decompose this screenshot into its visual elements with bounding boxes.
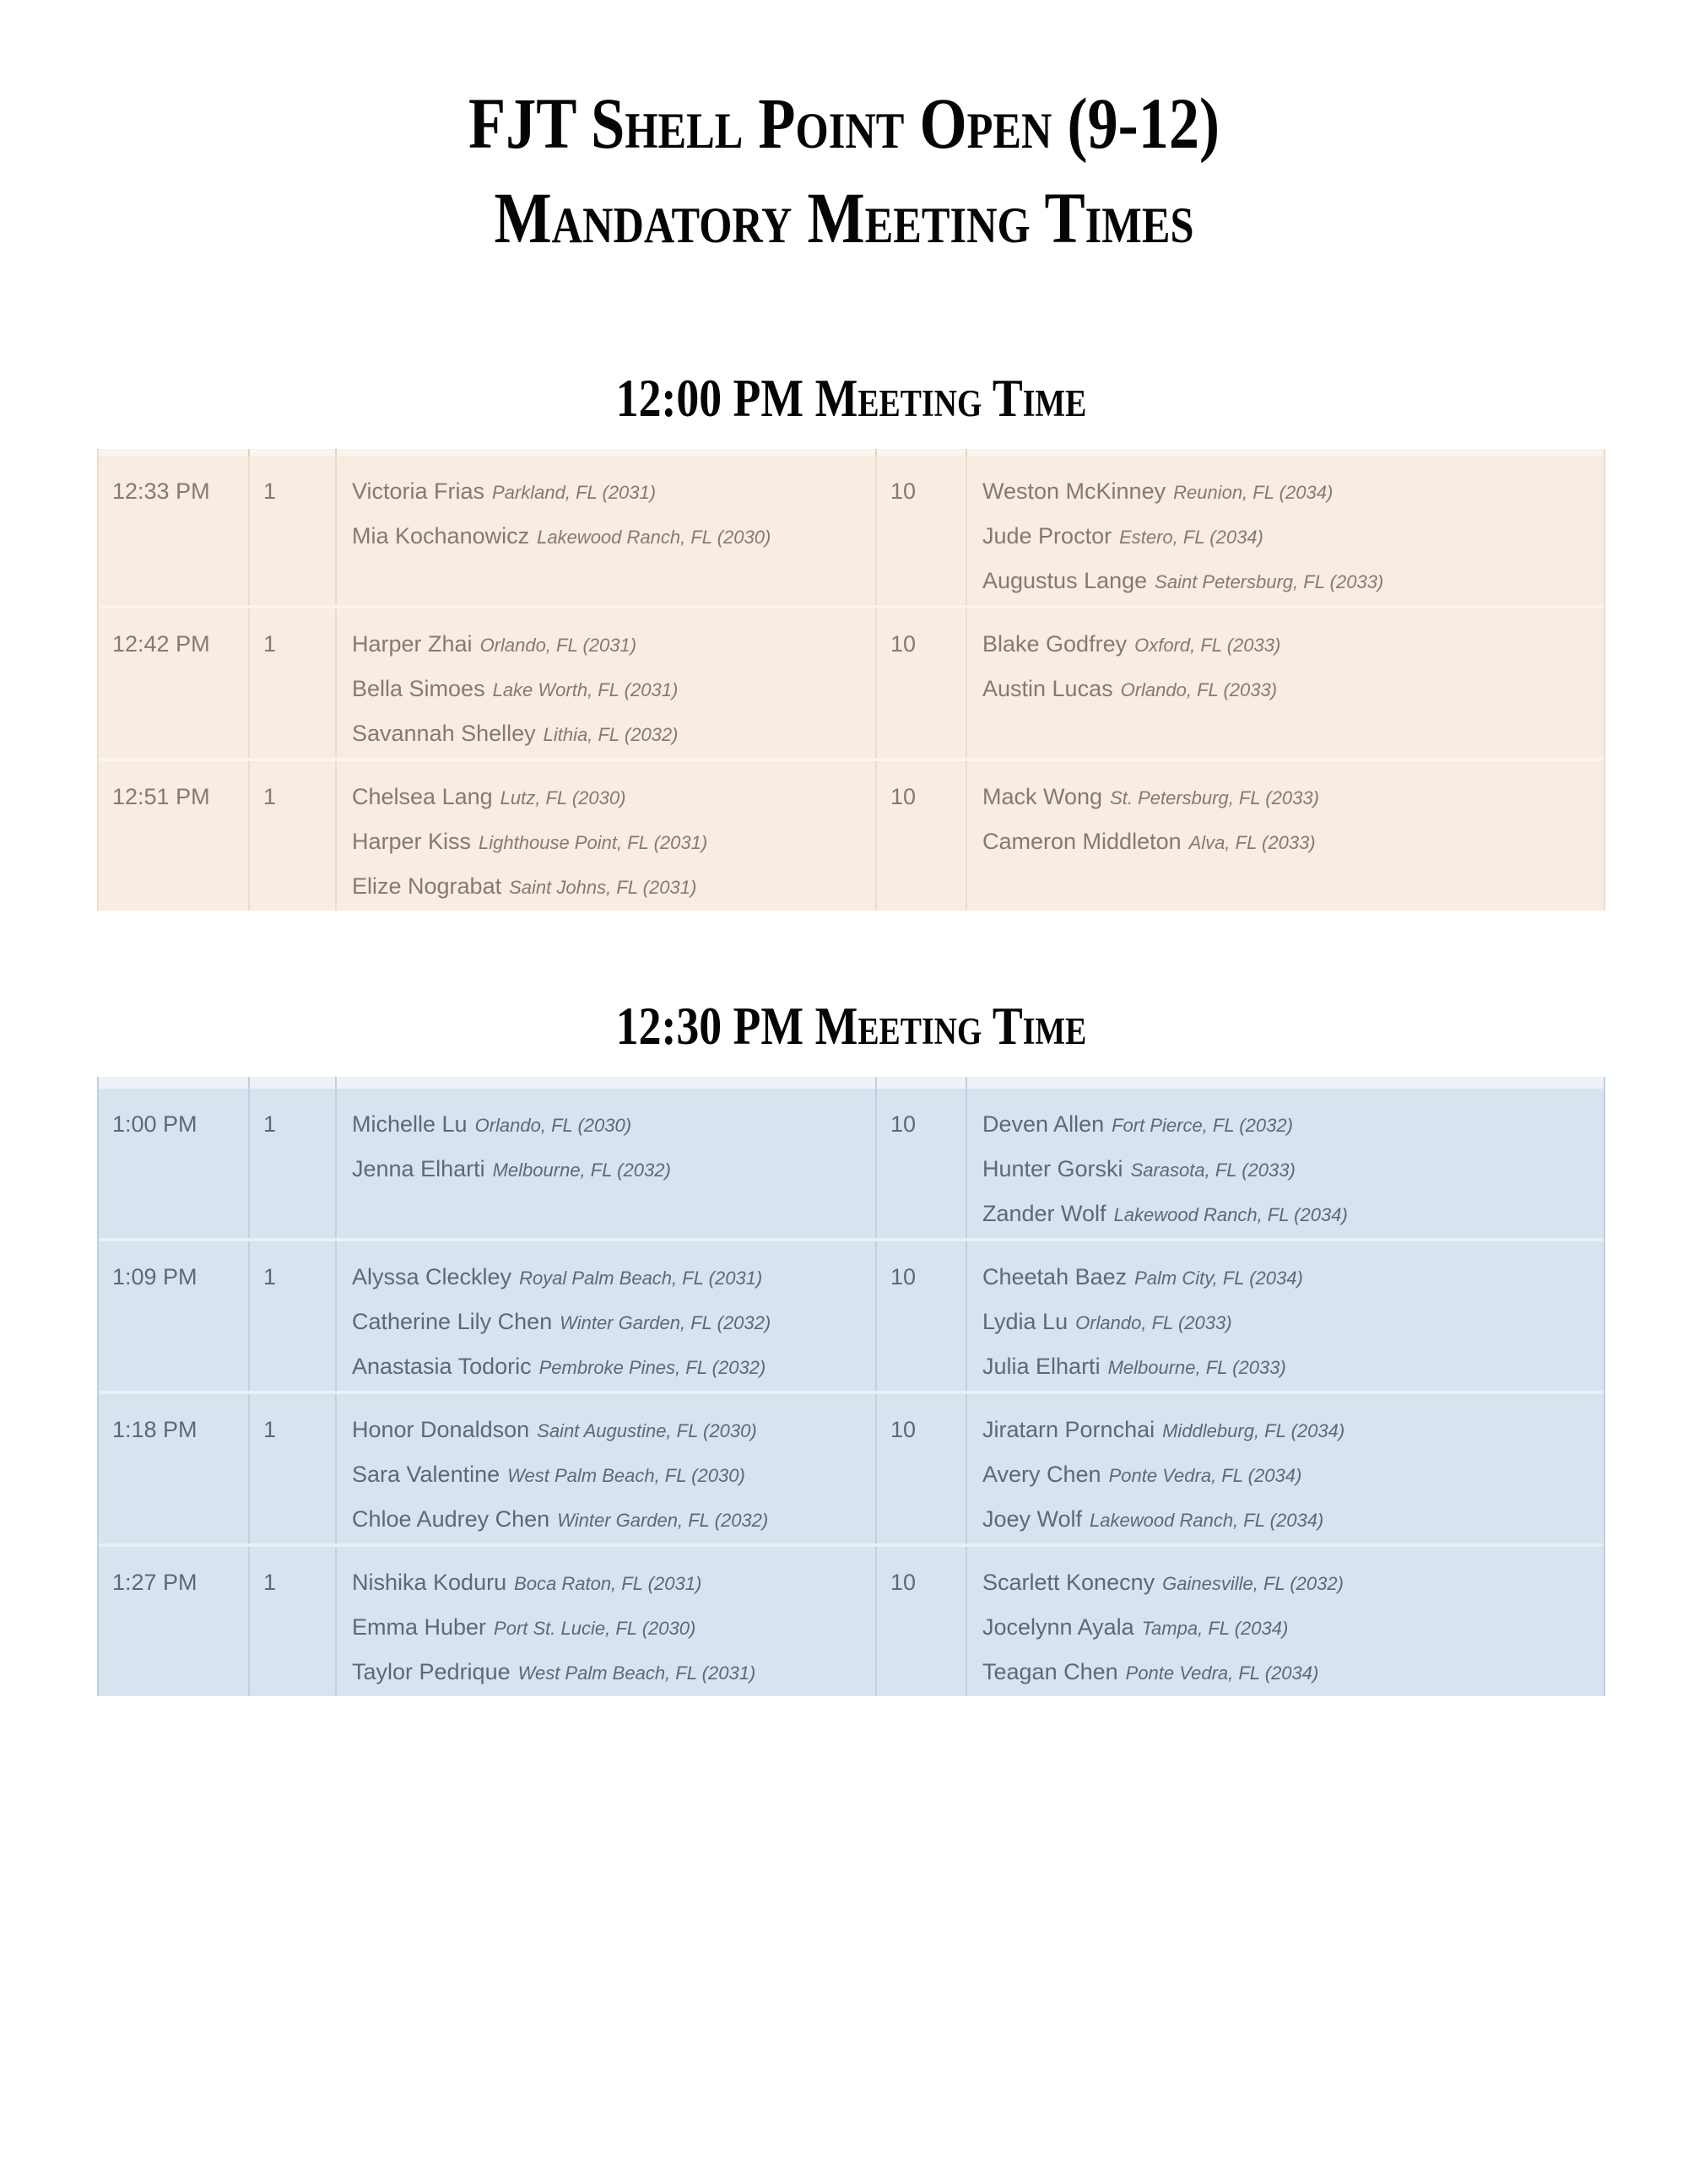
tee-number-cell-back: 10 [877,1089,967,1238]
player-name: Hunter Gorski [982,1156,1123,1181]
player-name: Taylor Pedrique [352,1659,511,1684]
player-hometown: Pembroke Pines, FL (2032) [538,1357,766,1378]
table-header-strip [99,449,1604,456]
tee-number-cell-back: 10 [877,1394,967,1543]
player-name: Weston McKinney [982,478,1166,504]
table-row [99,1543,1604,1696]
player-entry [982,560,1599,605]
tee-number-cell-front: 1 [250,1089,337,1238]
player-hometown: Middleburg, FL (2034) [1162,1420,1345,1441]
player-hometown: Port St. Lucie, FL (2030) [494,1618,696,1639]
player-hometown: Saint Augustine, FL (2030) [537,1420,757,1441]
player-name: Jude Proctor [982,523,1112,549]
player-entry [352,776,870,821]
player-hometown: West Palm Beach, FL (2030) [507,1465,745,1486]
player-hometown: Sarasota, FL (2033) [1130,1160,1296,1181]
player-hometown: Saint Petersburg, FL (2033) [1155,571,1384,592]
player-hometown: Gainesville, FL (2032) [1162,1573,1344,1594]
player-name: Catherine Lily Chen [352,1309,553,1334]
title-line-2: Mandatory Meeting Times [494,177,1194,258]
header-strip-cell [967,1077,1604,1089]
tee-number-cell-back: 10 [877,608,967,758]
meeting-time-cell: 1:00 PM [99,1089,250,1238]
title-line-1: FJT Shell Point Open (9-12) [468,83,1220,164]
player-name: Cameron Middleton [982,829,1182,854]
player-name: Jocelynn Ayala [982,1614,1134,1640]
player-name: Austin Lucas [982,676,1113,701]
player-name: Sara Valentine [352,1462,500,1487]
player-entry [352,1562,870,1607]
players-cell-back-nine [967,761,1604,911]
meeting-time-cell: 1:09 PM [99,1241,250,1391]
player-entry [982,1499,1599,1543]
player-hometown: St. Petersburg, FL (2033) [1110,787,1319,808]
table-row [99,1391,1604,1543]
player-entry [982,1607,1599,1652]
player-name: Julia Elharti [982,1354,1101,1379]
players-cell-back-nine [967,1241,1604,1391]
player-entry [352,1409,870,1454]
header-strip-cell [250,449,337,456]
tee-number-cell-front: 1 [250,456,337,605]
player-hometown: Reunion, FL (2034) [1173,482,1334,503]
tee-number-cell-back: 10 [877,1241,967,1391]
player-entry [982,471,1599,516]
players-cell-front-nine [337,1241,877,1391]
player-name: Mia Kochanowicz [352,523,530,549]
section-heading: 12:00 PM Meeting Time [615,368,1087,428]
tee-number-cell-front: 1 [250,761,337,911]
header-strip-cell [250,1077,337,1089]
player-name: Bella Simoes [352,676,485,701]
player-hometown: Lake Worth, FL (2031) [492,679,679,700]
player-name: Michelle Lu [352,1111,468,1137]
player-hometown: Fort Pierce, FL (2032) [1112,1115,1293,1136]
player-name: Chloe Audrey Chen [352,1506,550,1532]
player-hometown: Lakewood Ranch, FL (2030) [537,527,771,548]
player-entry [982,1149,1599,1193]
player-entry [982,1454,1599,1499]
header-strip-cell [99,449,250,456]
tee-number-cell-front: 1 [250,1547,337,1696]
player-hometown: Orlando, FL (2031) [479,635,637,656]
players-cell-back-nine [967,1547,1604,1696]
meeting-section [97,368,1605,911]
players-cell-front-nine [337,1394,877,1543]
player-hometown: Lakewood Ranch, FL (2034) [1090,1510,1324,1531]
player-entry [982,1257,1599,1301]
players-cell-back-nine [967,1394,1604,1543]
player-name: Jiratarn Pornchai [982,1417,1155,1442]
player-hometown: Palm City, FL (2034) [1134,1268,1303,1289]
table-header-strip [99,1077,1604,1089]
player-entry [352,1499,870,1543]
table-row [99,1089,1604,1238]
player-hometown: Lighthouse Point, FL (2031) [479,832,708,853]
header-strip-cell [967,449,1604,456]
player-entry [352,821,870,866]
player-entry [352,1149,870,1193]
player-name: Nishika Koduru [352,1570,507,1595]
player-hometown: Parkland, FL (2031) [492,482,657,503]
player-entry [352,1652,870,1696]
header-strip-cell [337,449,877,456]
player-entry [352,1257,870,1301]
player-hometown: Alva, FL (2033) [1188,832,1316,853]
player-name: Scarlett Konecny [982,1570,1155,1595]
player-name: Teagan Chen [982,1659,1118,1684]
player-hometown: Estero, FL (2034) [1119,527,1263,548]
table-rows [99,456,1604,911]
player-hometown: Winter Garden, FL (2032) [557,1510,769,1531]
player-entry [352,516,870,560]
players-cell-front-nine [337,761,877,911]
player-hometown: Boca Raton, FL (2031) [514,1573,702,1594]
players-cell-front-nine [337,1547,877,1696]
player-name: Emma Huber [352,1614,487,1640]
tee-number-cell-back: 10 [877,761,967,911]
player-hometown: Melbourne, FL (2033) [1107,1357,1286,1378]
player-name: Savannah Shelley [352,721,536,746]
player-entry [982,1104,1599,1149]
player-name: Elize Nograbat [352,873,502,899]
player-name: Jenna Elharti [352,1156,485,1181]
player-entry [352,1301,870,1346]
player-entry [982,516,1599,560]
player-name: Chelsea Lang [352,784,493,809]
player-entry [982,1652,1599,1696]
table-row [99,605,1604,758]
player-hometown: Orlando, FL (2030) [474,1115,632,1136]
players-cell-front-nine [337,1089,877,1238]
player-entry [982,1346,1599,1391]
tee-number-cell-front: 1 [250,1241,337,1391]
player-name: Blake Godfrey [982,631,1128,657]
header-strip-cell [99,1077,250,1089]
meeting-time-cell: 12:42 PM [99,608,250,758]
player-entry [352,668,870,713]
player-entry [352,1607,870,1652]
player-hometown: Royal Palm Beach, FL (2031) [519,1268,763,1289]
player-name: Alyssa Cleckley [352,1264,512,1289]
player-name: Augustus Lange [982,568,1148,593]
player-entry [352,1346,870,1391]
player-name: Honor Donaldson [352,1417,530,1442]
table-row [99,1238,1604,1391]
player-entry [352,471,870,516]
player-name: Cheetah Baez [982,1264,1128,1289]
meeting-time-cell: 1:27 PM [99,1547,250,1696]
player-entry [352,1104,870,1149]
player-name: Anastasia Todoric [352,1354,532,1379]
table-row [99,758,1604,911]
meeting-table [97,449,1605,911]
player-name: Avery Chen [982,1462,1101,1487]
tee-number-cell-front: 1 [250,1394,337,1543]
player-entry [982,1301,1599,1346]
player-hometown: Melbourne, FL (2032) [492,1160,671,1181]
players-cell-back-nine [967,456,1604,605]
players-cell-back-nine [967,1089,1604,1238]
player-hometown: Lithia, FL (2032) [543,724,679,745]
player-entry [982,821,1599,866]
player-entry [982,1409,1599,1454]
player-hometown: Tampa, FL (2034) [1141,1618,1289,1639]
player-hometown: Saint Johns, FL (2031) [509,877,697,898]
document-title [0,76,1688,265]
table-row [99,456,1604,605]
player-name: Lydia Lu [982,1309,1069,1334]
player-entry [982,668,1599,713]
player-hometown: Winter Garden, FL (2032) [560,1312,771,1333]
player-name: Zander Wolf [982,1201,1106,1226]
player-hometown: West Palm Beach, FL (2031) [517,1662,756,1684]
tee-number-cell-front: 1 [250,608,337,758]
players-cell-front-nine [337,456,877,605]
player-name: Mack Wong [982,784,1103,809]
meeting-time-cell: 1:18 PM [99,1394,250,1543]
player-hometown: Orlando, FL (2033) [1120,679,1278,700]
player-name: Deven Allen [982,1111,1105,1137]
player-hometown: Orlando, FL (2033) [1075,1312,1232,1333]
player-entry [982,1562,1599,1607]
player-hometown: Ponte Vedra, FL (2034) [1108,1465,1302,1486]
player-name: Joey Wolf [982,1506,1083,1532]
tee-number-cell-back: 10 [877,1547,967,1696]
meeting-time-cell: 12:33 PM [99,456,250,605]
player-entry [982,1193,1599,1238]
player-entry [352,866,870,911]
meeting-section [97,996,1605,1696]
player-entry [352,713,870,758]
player-entry [352,1454,870,1499]
player-hometown: Lakewood Ranch, FL (2034) [1113,1204,1348,1225]
players-cell-front-nine [337,608,877,758]
header-strip-cell [877,449,967,456]
players-cell-back-nine [967,608,1604,758]
player-entry [352,624,870,668]
player-entry [982,624,1599,668]
player-hometown: Lutz, FL (2030) [500,787,626,808]
header-strip-cell [337,1077,877,1089]
table-rows [99,1089,1604,1696]
meeting-table [97,1077,1605,1696]
player-entry [982,776,1599,821]
player-name: Harper Kiss [352,829,472,854]
meeting-time-cell: 12:51 PM [99,761,250,911]
player-name: Harper Zhai [352,631,473,657]
player-name: Victoria Frias [352,478,485,504]
player-hometown: Oxford, FL (2033) [1134,635,1281,656]
header-strip-cell [877,1077,967,1089]
player-hometown: Ponte Vedra, FL (2034) [1125,1662,1319,1684]
section-heading: 12:30 PM Meeting Time [615,996,1087,1056]
tee-number-cell-back: 10 [877,456,967,605]
